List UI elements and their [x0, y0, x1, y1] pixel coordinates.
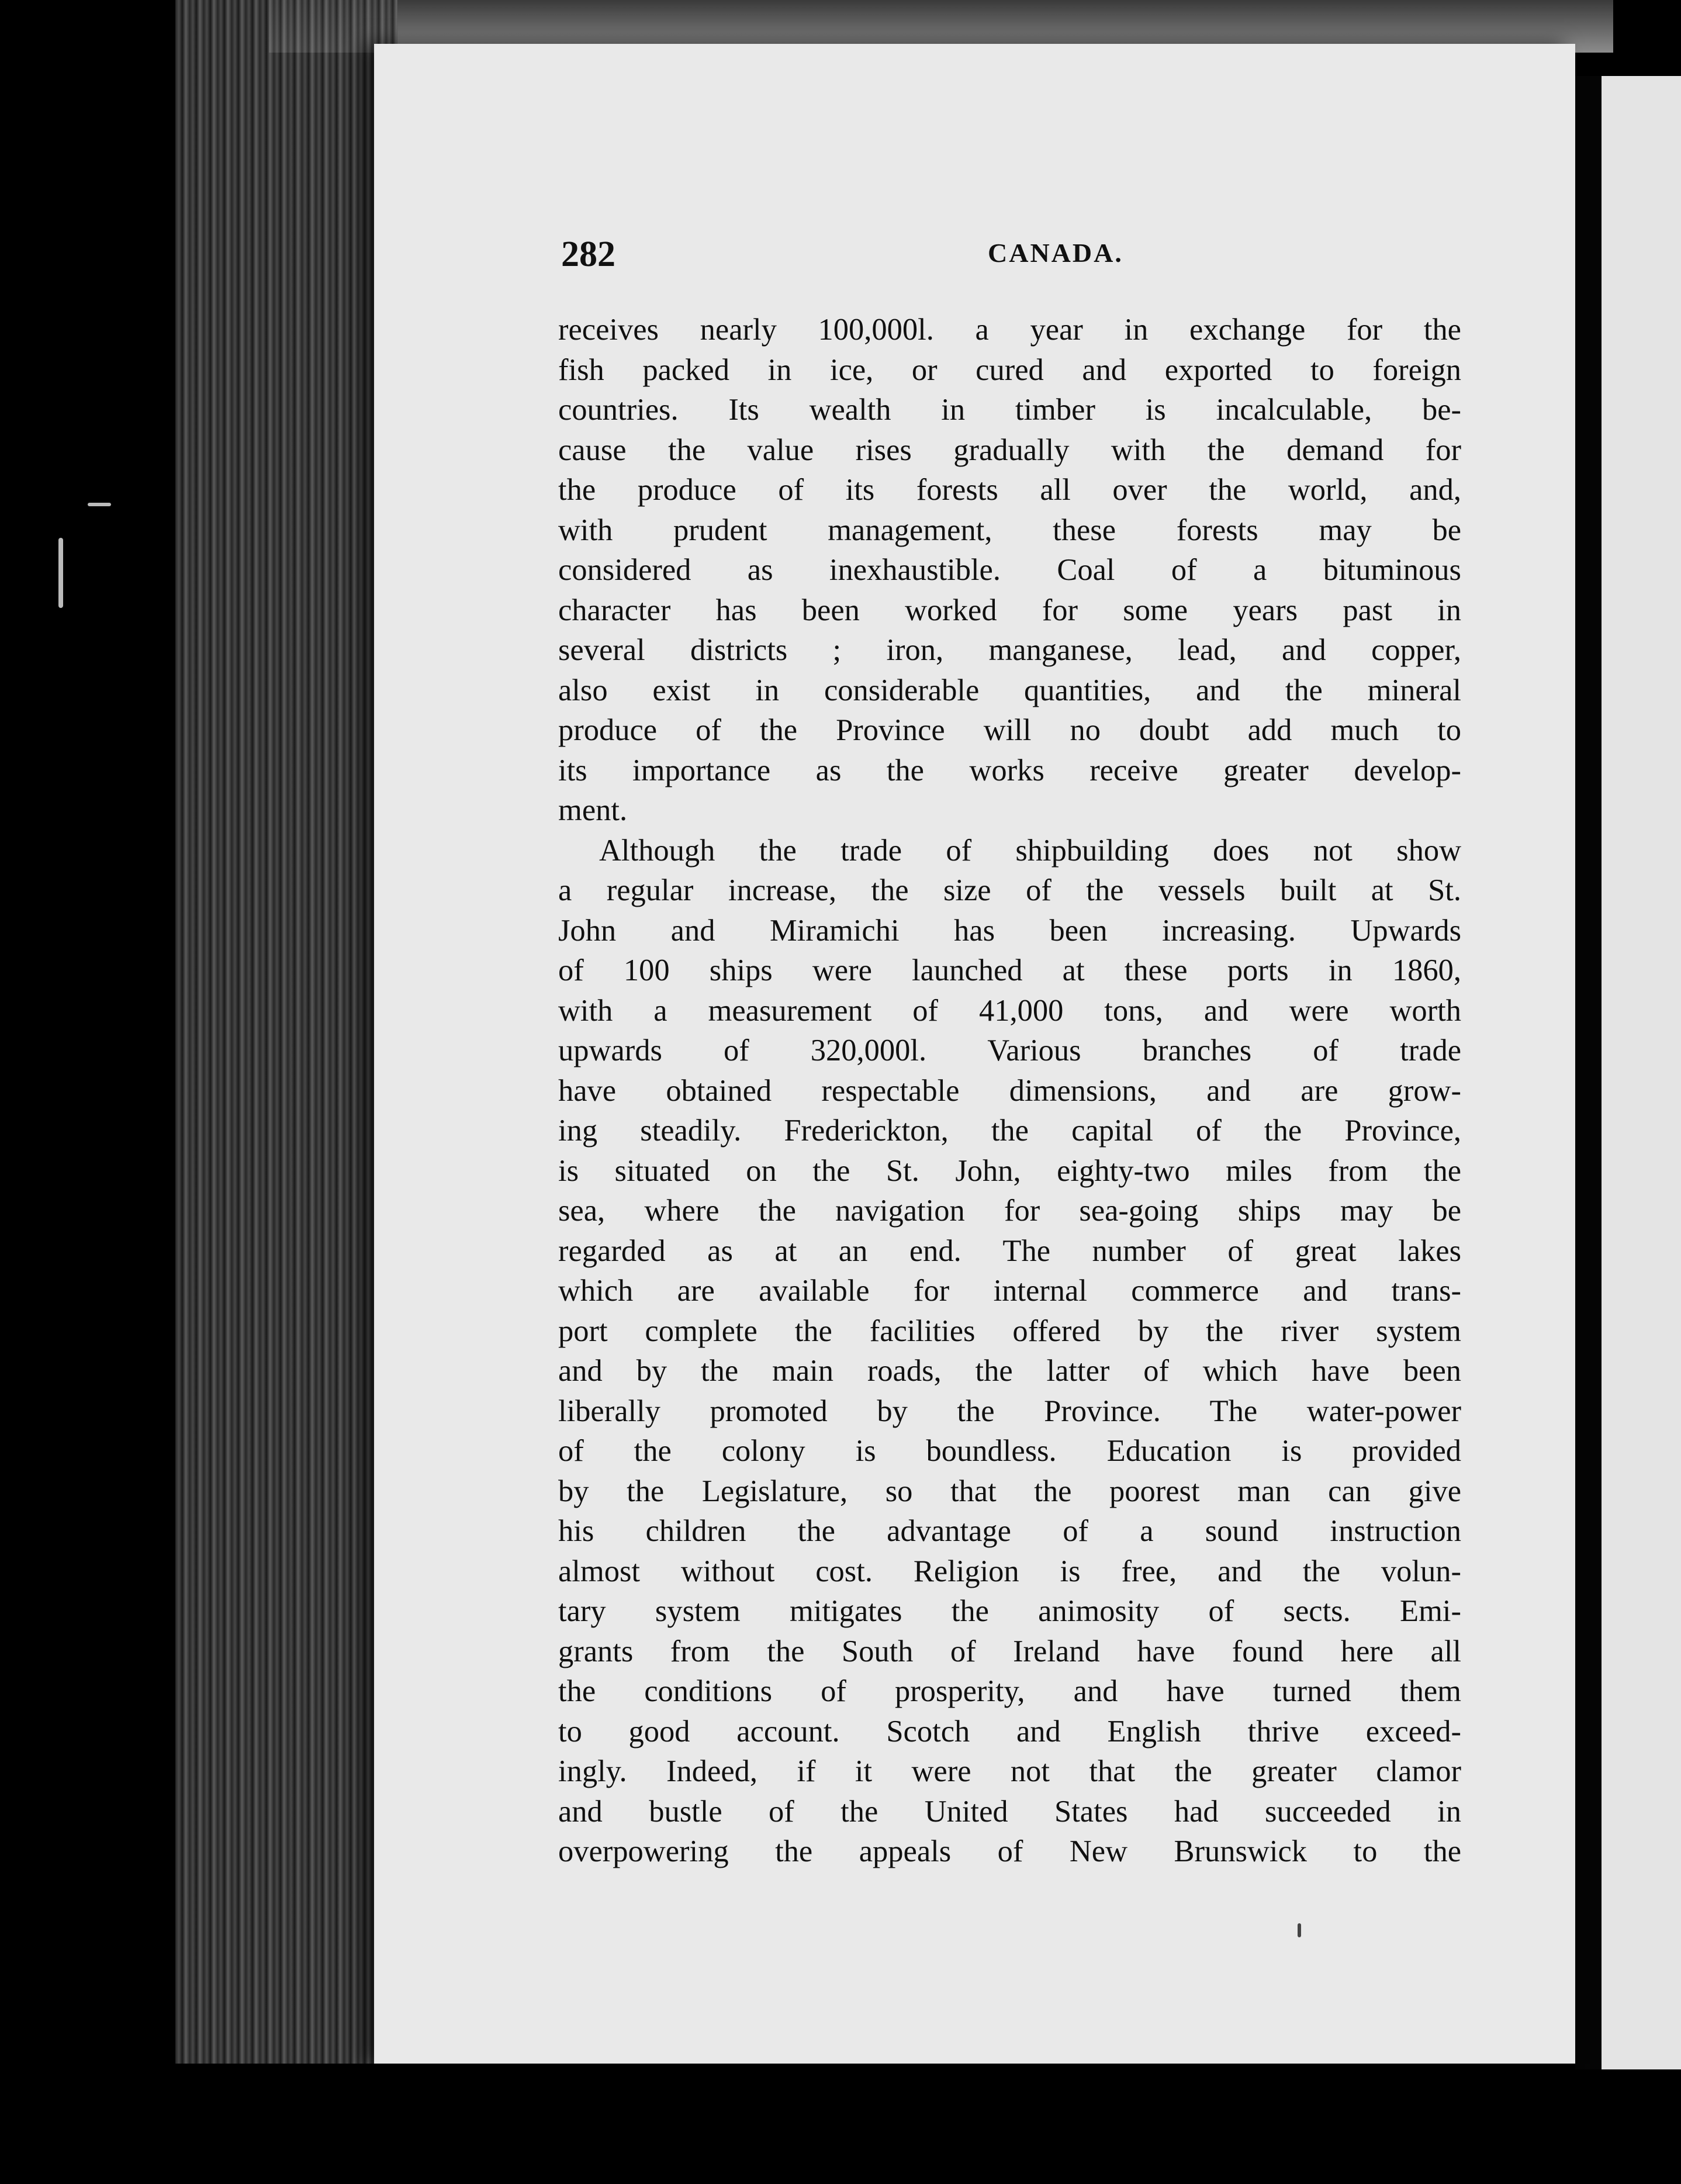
text-line: character has been worked for some years past in [558, 593, 1461, 627]
text-line: which are available for internal commerce and trans- [558, 1274, 1461, 1308]
text-line: its importance as the works receive greater develop- [558, 753, 1461, 787]
text-line: ingly. Indeed, if it were not that the greater clamor [558, 1754, 1461, 1788]
text-line: liberally promoted by the Province. The water-power [558, 1394, 1461, 1428]
text-line: with a measurement of 41,000 tons, and were worth [558, 993, 1461, 1028]
page-number: 282 [561, 234, 615, 274]
text-line: receives nearly 100,000l. a year in exchange for the [558, 313, 1461, 347]
page-body [558, 310, 1461, 1872]
text-line: sea, where the navigation for sea-going ships may be [558, 1194, 1461, 1228]
scan-speck [1298, 1923, 1301, 1937]
text-line: countries. Its wealth in timber is incalculable, be- [558, 393, 1461, 427]
text-line: the conditions of prosperity, and have turned them [558, 1674, 1461, 1708]
paragraph-1 [558, 310, 1461, 831]
text-line: is situated on the St. John, eighty-two miles from the [558, 1153, 1461, 1188]
text-line: cause the value rises gradually with the demand for [558, 433, 1461, 467]
book-page-edges [175, 0, 397, 2064]
text-line: also exist in considerable quantities, and the mineral [558, 673, 1461, 707]
text-line: produce of the Province will no doubt add much to [558, 713, 1461, 747]
scan-speck [58, 538, 63, 608]
text-line: ment. [558, 793, 628, 827]
text-line: the produce of its forests all over the world, and, [558, 473, 1461, 507]
text-line: considered as inexhaustible. Coal of a bituminous [558, 553, 1461, 587]
text-line: tary system mitigates the animosity of sects. Emi- [558, 1594, 1461, 1628]
text-line: Although the trade of shipbuilding does not show [599, 833, 1461, 868]
running-title: CANADA. [988, 238, 1123, 268]
paragraph-2 [558, 831, 1461, 1872]
text-line: port complete the facilities offered by the river system [558, 1314, 1461, 1348]
text-line: with prudent management, these forests may be [558, 513, 1461, 547]
text-line: and bustle of the United States had succeeded in [558, 1794, 1461, 1829]
text-line: of 100 ships were launched at these ports in 1860, [558, 953, 1461, 987]
text-line: grants from the South of Ireland have found here all [558, 1634, 1461, 1668]
text-line: almost without cost. Religion is free, and the volun- [558, 1554, 1461, 1588]
text-line: ing steadily. Frederickton, the capital of the Province, [558, 1114, 1461, 1148]
page-header [561, 234, 1461, 281]
text-line: overpowering the appeals of New Brunswick to the [558, 1834, 1461, 1868]
text-line: of the colony is boundless. Education is provided [558, 1434, 1461, 1468]
scan-speck [88, 503, 111, 506]
text-line: to good account. Scotch and English thrive exceed- [558, 1714, 1461, 1748]
facing-page-edge [1602, 76, 1681, 2069]
text-line: his children the advantage of a sound instruction [558, 1514, 1461, 1548]
book-gutter [1575, 76, 1602, 2069]
text-line: by the Legislature, so that the poorest man can give [558, 1474, 1461, 1508]
text-line: John and Miramichi has been increasing. Upwards [558, 913, 1461, 948]
text-line: upwards of 320,000l. Various branches of trade [558, 1034, 1461, 1067]
text-line: have obtained respectable dimensions, and are grow- [558, 1073, 1461, 1108]
text-line: and by the main roads, the latter of which have been [558, 1354, 1461, 1388]
text-line: a regular increase, the size of the vessels built at St. [558, 873, 1461, 907]
text-line: fish packed in ice, or cured and exported to foreign [558, 353, 1461, 387]
text-line: several districts ; iron, manganese, lead, and copper, [558, 633, 1461, 667]
text-line: regarded as at an end. The number of great lakes [558, 1233, 1461, 1268]
